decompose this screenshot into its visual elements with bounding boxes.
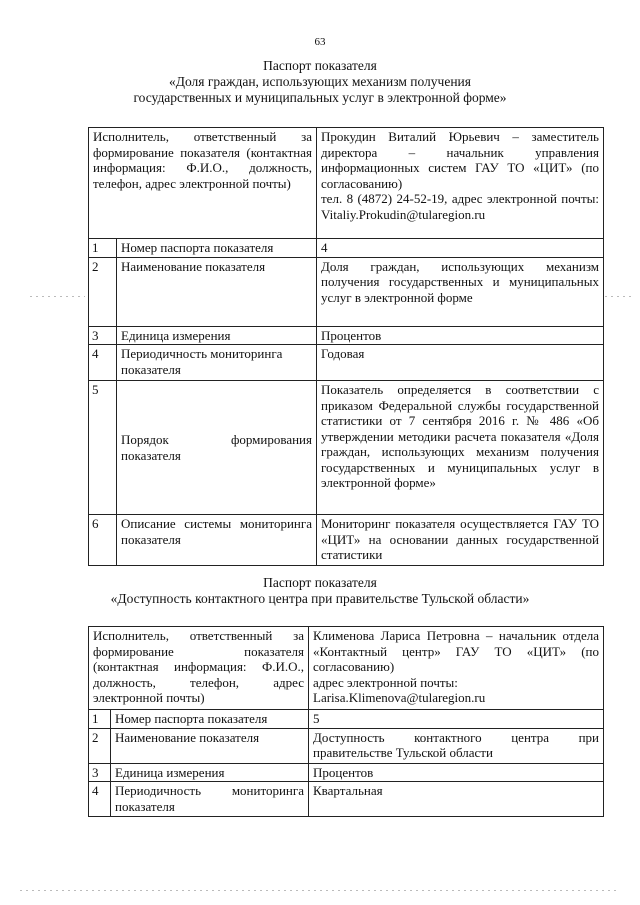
row-number: 2 — [89, 257, 117, 326]
row-label: Периодичность мониторинга показателя — [117, 345, 317, 381]
table-row — [89, 345, 604, 381]
row-value: 5 — [309, 710, 604, 729]
scan-artifact — [20, 890, 620, 891]
scan-artifact — [30, 296, 85, 297]
row-number: 3 — [89, 763, 111, 782]
table-row — [89, 728, 604, 763]
passport-1-title — [0, 58, 640, 106]
title-line: Паспорт показателя — [263, 58, 377, 73]
table-row — [89, 326, 604, 345]
row-value: Годовая — [317, 345, 604, 381]
passport-1-table — [88, 127, 604, 566]
passport-2-table — [88, 626, 604, 817]
executor-row — [89, 627, 604, 710]
row-label: Единица измерения — [111, 763, 309, 782]
row-label: Наименование показателя — [111, 728, 309, 763]
passport-2-title — [0, 575, 640, 607]
row-number: 5 — [89, 381, 117, 515]
table-row — [89, 782, 604, 817]
row-number: 6 — [89, 515, 117, 566]
executor-label: Исполнитель, ответственный за формирование показателя (контактная информация: Ф.И.О., должность, телефон, адрес электронной почты) — [89, 128, 317, 239]
row-value: Показатель определяется в соответствии с приказом Федеральной службы государственной статистики от 7 сентября 2016 г. № 486 «Об утверждении методики расчета показателя «Доля граждан, использующих механизм получения государственных и муниципальных услуг в электронной форме» — [317, 381, 604, 515]
table-row — [89, 239, 604, 258]
table-row — [89, 763, 604, 782]
row-value: Процентов — [317, 326, 604, 345]
row-label: Наименование показателя — [117, 257, 317, 326]
row-label: Номер паспорта показателя — [111, 710, 309, 729]
executor-value-line: адрес электронной почты: — [313, 674, 458, 690]
executor-row — [89, 128, 604, 239]
row-number: 4 — [89, 782, 111, 817]
row-number: 1 — [89, 239, 117, 258]
row-label: Периодичность мониторинга показателя — [111, 782, 309, 817]
row-number: 4 — [89, 345, 117, 381]
row-number: 1 — [89, 710, 111, 729]
row-label: Номер паспорта показателя — [117, 239, 317, 258]
executor-value-line: тел. 8 (4872) 24-52-19, адрес электронной почты: Vitaliy.Prokudin@tularegion.ru — [321, 191, 599, 222]
table-row — [89, 381, 604, 515]
row-value: Доступность контактного центра при правительстве Тульской области — [309, 728, 604, 763]
scan-artifact — [605, 296, 635, 297]
row-number: 2 — [89, 728, 111, 763]
row-value: Квартальная — [309, 782, 604, 817]
title-line: «Доступность контактного центра при правительстве Тульской области» — [110, 591, 530, 606]
table-row — [89, 257, 604, 326]
executor-value-line: Клименова Лариса Петровна – начальник отдела «Контактный центр» ГАУ ТО «ЦИТ» (по согласованию) — [313, 628, 599, 674]
row-label: Единица измерения — [117, 326, 317, 345]
row-label: Описание системы мониторинга показателя — [117, 515, 317, 566]
executor-label: Исполнитель, ответственный за формирование показателя (контактная информация: Ф.И.О., должность, телефон, адрес электронной почты) — [89, 627, 309, 710]
executor-value-line: Прокудин Виталий Юрьевич – заместитель директора – начальник управления информационных систем ГАУ ТО «ЦИТ» (по согласованию) — [321, 129, 599, 191]
executor-value — [317, 128, 604, 239]
row-value: Доля граждан, использующих механизм получения государственных и муниципальных услуг в электронной форме — [317, 257, 604, 326]
row-value: Процентов — [309, 763, 604, 782]
table-row — [89, 515, 604, 566]
table-row — [89, 710, 604, 729]
row-number: 3 — [89, 326, 117, 345]
row-value: 4 — [317, 239, 604, 258]
title-line: Паспорт показателя — [263, 575, 377, 590]
row-label: Порядок формирования показателя — [117, 381, 317, 515]
page-number: 63 — [314, 36, 326, 48]
title-line: «Доля граждан, использующих механизм получения — [169, 74, 471, 89]
executor-value-line: Larisa.Klimenova@tularegion.ru — [313, 690, 486, 705]
executor-value — [309, 627, 604, 710]
row-value: Мониторинг показателя осуществляется ГАУ ТО «ЦИТ» на основании данных государственной статистики — [317, 515, 604, 566]
title-line: государственных и муниципальных услуг в электронной форме» — [133, 90, 507, 105]
